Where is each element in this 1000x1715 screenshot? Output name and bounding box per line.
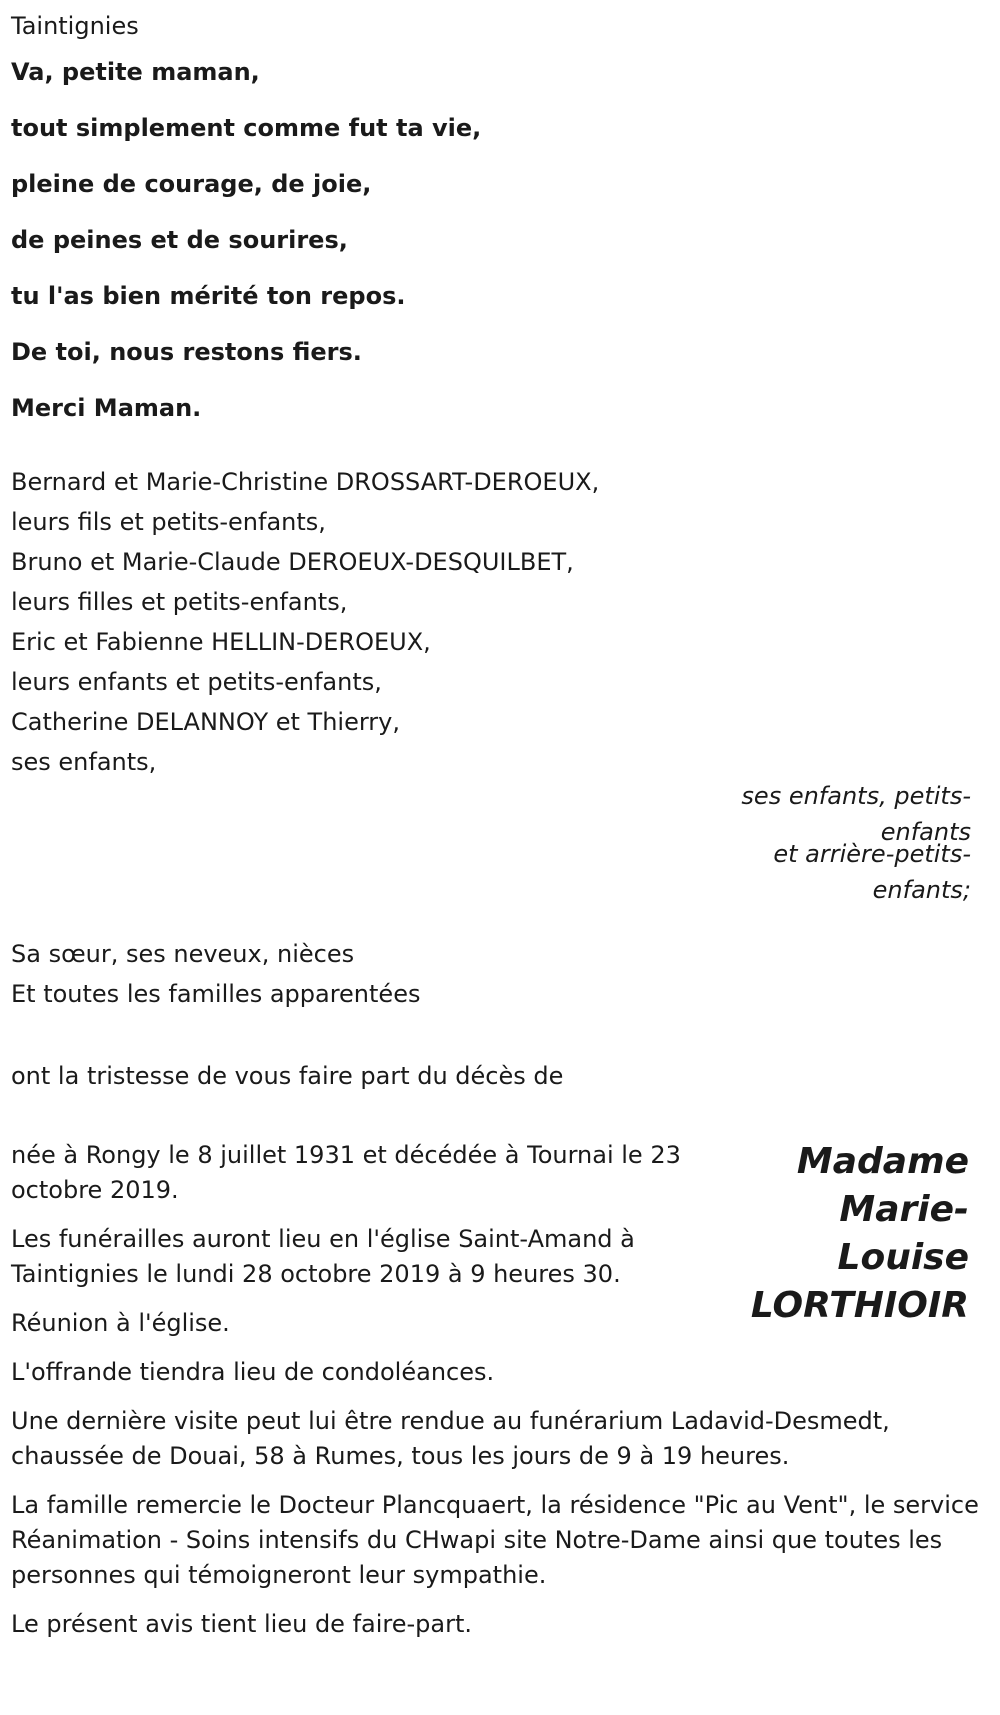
family-list — [11, 462, 991, 782]
poem-line: De toi, nous restons fiers. — [11, 338, 362, 366]
grandchildren-line: enfants; — [872, 876, 971, 904]
poem-line: Merci Maman. — [11, 394, 202, 422]
grandchildren-line: et arrière-petits- — [773, 840, 971, 868]
obituary-notice — [11, 8, 991, 1656]
family-line: leurs fils et petits-enfants, — [11, 508, 326, 536]
family-line: Bernard et Marie-Christine DROSSART-DEROEUX, — [11, 468, 600, 496]
family-line: ses enfants, — [11, 748, 157, 776]
poem-line: tout simplement comme fut ta vie, — [11, 114, 482, 142]
city-name: Taintignies — [11, 12, 139, 40]
family-line: Bruno et Marie-Claude DEROEUX-DESQUILBET, — [11, 548, 574, 576]
notice-paragraph: Le présent avis tient lieu de faire-part. — [11, 1610, 473, 1638]
deceased-name — [739, 1138, 969, 1330]
announcement: ont la tristesse de vous faire part du décès de — [11, 1062, 564, 1090]
poem-line: tu l'as bien mérité ton repos. — [11, 282, 406, 310]
family-line: leurs filles et petits-enfants, — [11, 588, 348, 616]
deceased-name-line: LORTHIOIR — [750, 1285, 969, 1326]
details-section — [11, 1138, 991, 1642]
deceased-name-line: Louise — [837, 1237, 969, 1278]
poem-line: de peines et de sourires, — [11, 226, 348, 254]
visit-paragraph: Une dernière visite peut lui être rendue au funérarium Ladavid-Desmedt, chaussée de Douai, 58 à Rumes, tous les jours de 9 à 19 heures. — [11, 1407, 890, 1470]
relatives-list — [11, 934, 991, 1014]
grandchildren-note — [11, 782, 991, 932]
family-line: Catherine DELANNOY et Thierry, — [11, 708, 401, 736]
funeral-paragraph: Les funérailles auront lieu en l'église Saint-Amand à Taintignies le lundi 28 octobre 2019 à 9 heures 30. — [11, 1225, 635, 1288]
relatives-line: Et toutes les familles apparentées — [11, 980, 421, 1008]
deceased-name-line: Marie- — [839, 1189, 969, 1230]
grandchildren-line: ses enfants, petits- — [741, 782, 971, 810]
thanks-paragraph: La famille remercie le Docteur Plancquaert, la résidence "Pic au Vent", le service Réanimation - Soins intensifs du CHwapi site Notre-Dame ainsi que toutes les personnes qui témoigneront leur sympathie. — [11, 1491, 979, 1589]
poem-line: pleine de courage, de joie, — [11, 170, 372, 198]
poem-line: Va, petite maman, — [11, 58, 260, 86]
poem — [11, 44, 991, 436]
family-line: Eric et Fabienne HELLIN-DEROEUX, — [11, 628, 431, 656]
meeting-paragraph: Réunion à l'église. — [11, 1309, 230, 1337]
offering-paragraph: L'offrande tiendra lieu de condoléances. — [11, 1358, 495, 1386]
grandchildren-line: enfants — [880, 818, 971, 846]
deceased-name-line: Madame — [796, 1141, 969, 1182]
birth-death-paragraph: née à Rongy le 8 juillet 1931 et décédée à Tournai le 23 octobre 2019. — [11, 1141, 681, 1204]
relatives-line: Sa sœur, ses neveux, nièces — [11, 940, 355, 968]
family-line: leurs enfants et petits-enfants, — [11, 668, 382, 696]
